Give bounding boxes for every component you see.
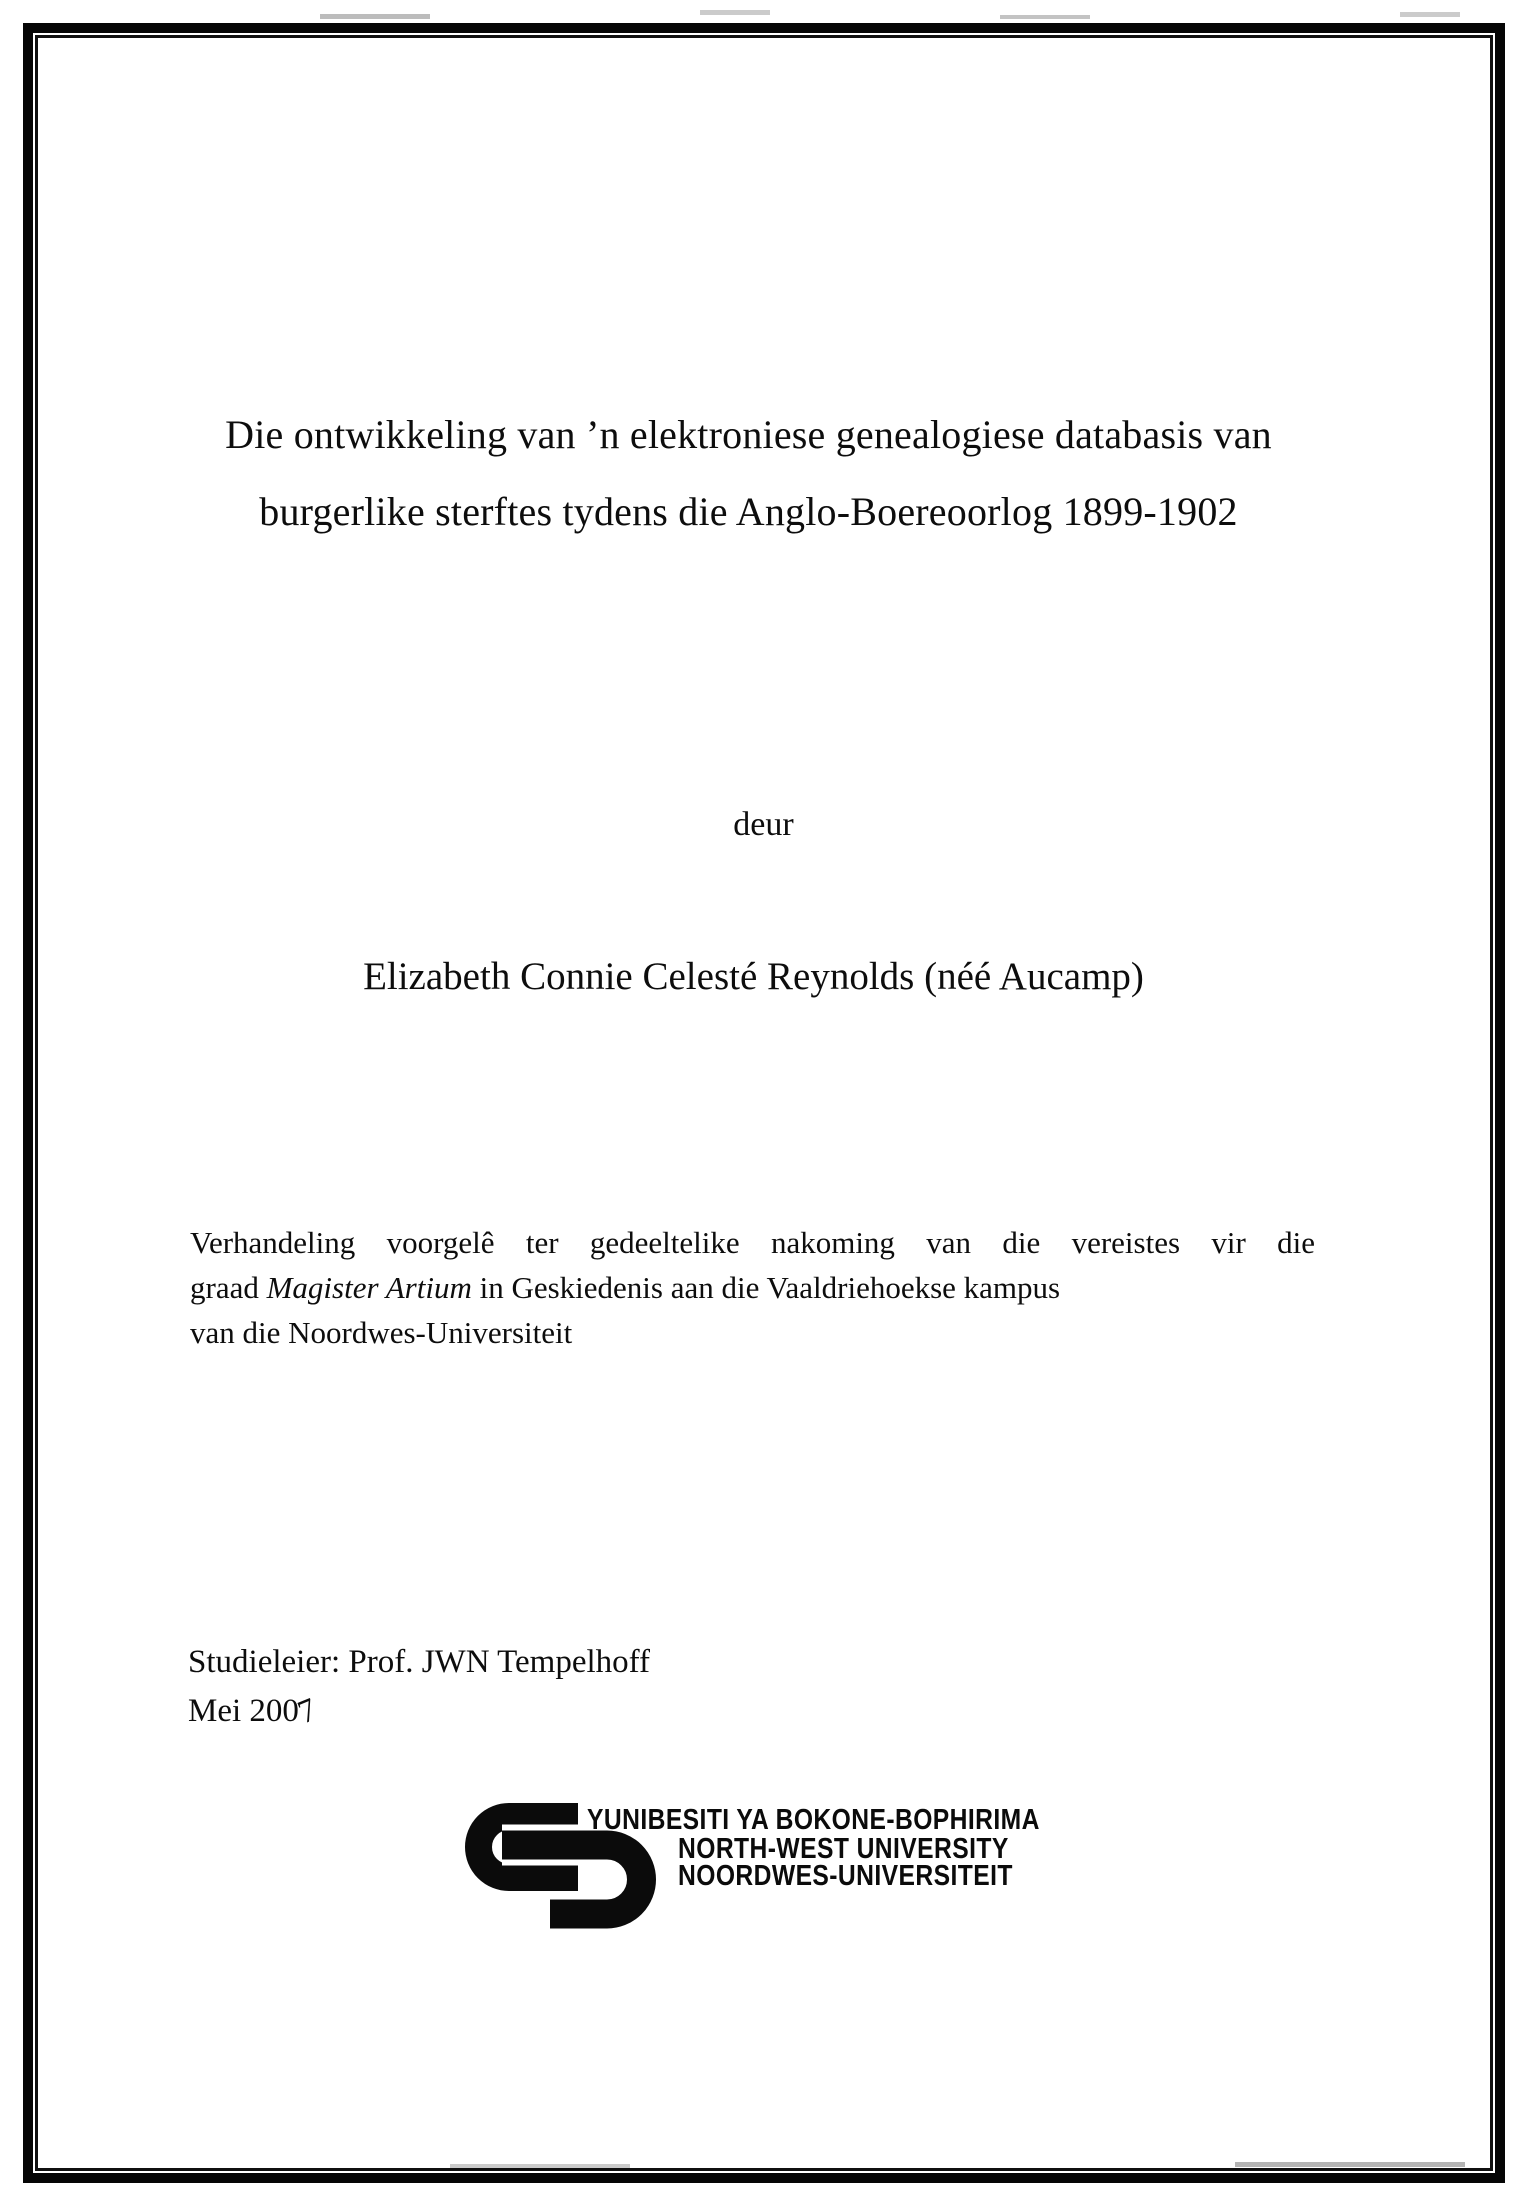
- degree-statement-line-2-suffix: in Geskiedenis aan die Vaaldriehoekse kampus: [471, 1270, 1061, 1305]
- scan-artifact: [1235, 2162, 1465, 2167]
- degree-statement: [190, 1220, 1315, 1355]
- degree-statement-line-2: [190, 1265, 1315, 1310]
- degree-name-italic: Magister Artium: [266, 1270, 472, 1305]
- scan-artifact: [1000, 15, 1090, 19]
- scan-artifact: [700, 10, 770, 15]
- byline-label: deur: [733, 806, 794, 843]
- thesis-title-line-1: Die ontwikkeling van ’n elektroniese genealogiese databasis van: [225, 412, 1272, 457]
- degree-statement-line-2-prefix: graad: [190, 1270, 267, 1305]
- thesis-title: [100, 396, 1397, 550]
- degree-statement-line-3: van die Noordwes-Universiteit: [190, 1315, 573, 1350]
- scan-artifact: [320, 14, 430, 19]
- degree-statement-line-1: Verhandeling voorgelê ter gedeeltelike nakoming van die vereistes vir die: [190, 1225, 1315, 1260]
- logo-text-english: NORTH-WEST UNIVERSITY: [678, 1833, 1009, 1865]
- scan-artifact: [1400, 12, 1460, 17]
- date-prefix: Mei 200: [188, 1693, 299, 1729]
- thesis-title-line-2: burgerlike sterftes tydens die Anglo-Boereoorlog 1899-1902: [259, 489, 1238, 534]
- supervisor-block: [188, 1638, 650, 1736]
- date-glyph: 7: [292, 1691, 322, 1732]
- date-line: [188, 1687, 650, 1736]
- supervisor-line: Studieleier: Prof. JWN Tempelhoff: [188, 1644, 651, 1680]
- scan-artifact: [450, 2164, 630, 2168]
- author-name: Elizabeth Connie Celesté Reynolds (néé Aucamp): [363, 955, 1144, 998]
- logo-text-afrikaans: NOORDWES-UNIVERSITEIT: [678, 1860, 1013, 1892]
- logo-text-setswana: YUNIBESITI YA BOKONE-BOPHIRIMA: [587, 1804, 1040, 1836]
